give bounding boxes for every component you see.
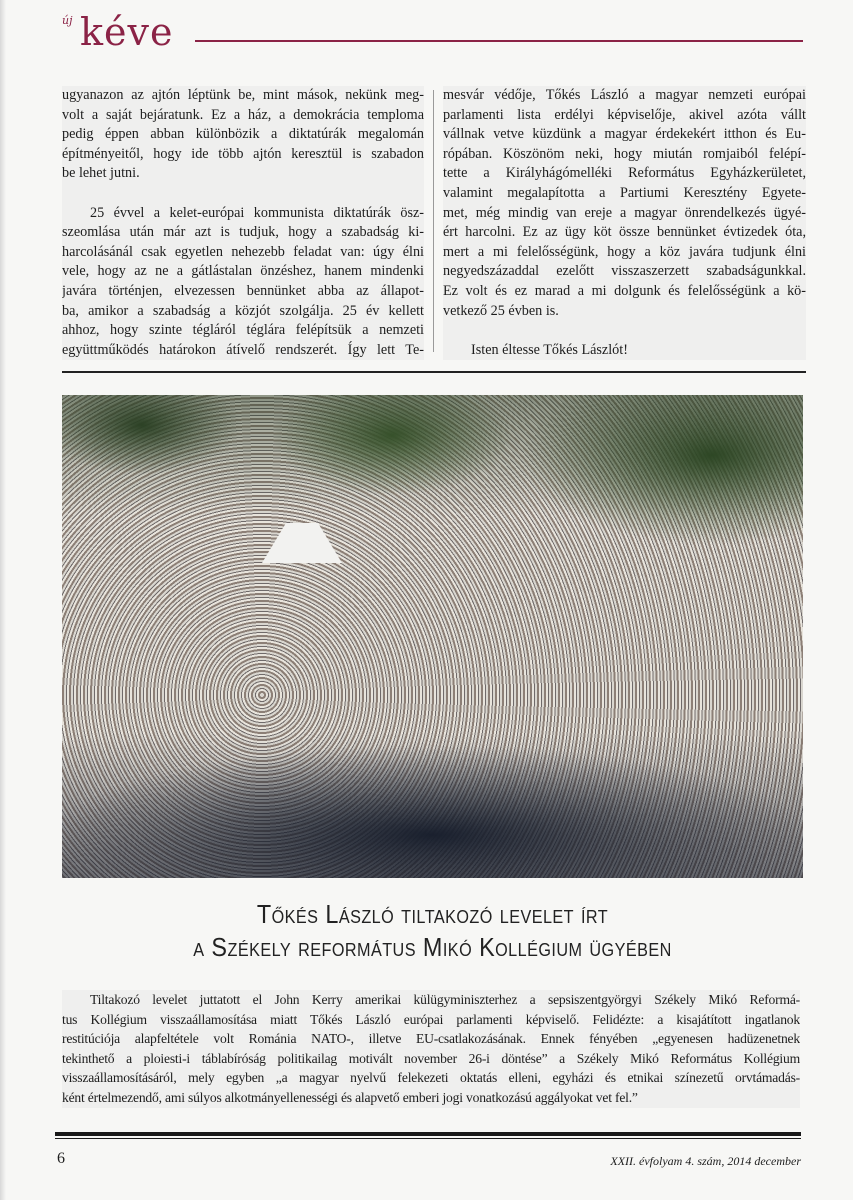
text-line: negyedszázaddal ezelőtt visszaszerzett szabadságunkkal. — [443, 263, 806, 280]
text-line: rópában. Köszönöm neki, hogy miután romjaiból felépí- — [443, 145, 806, 162]
article-title — [99, 898, 766, 964]
text-line: szeomlása után már azt is tudjuk, hogy a szabadság ki- — [62, 224, 424, 241]
text-line: mert a mi felelősségünk, hogy a köz javára tudjunk élni — [443, 243, 806, 260]
text-line: építményeitől, hogy ide több ajtón keresztül is szabadon — [62, 145, 424, 162]
text-line: ért harcolni. Ez az ügy köt össze bennünket évtizedek óta, — [443, 224, 806, 241]
header-rule — [195, 40, 803, 42]
text-line: javára történjen, elvezessen bennünket abba az állapot- — [62, 282, 424, 299]
text-line: met, még mindig van ereje a magyar önrendelkezés ügyé- — [443, 204, 806, 221]
article-title-line-1: Tőkés László tiltakozó levelet írt — [256, 899, 609, 929]
page-number: 6 — [57, 1150, 65, 1167]
paragraph-gap — [443, 321, 806, 341]
footer-rule-thin — [55, 1138, 801, 1139]
article-body-line: visszaállamosításáról, mely egyben „a magyar nyelvű felekezeti oktatás elleni, egyházi és etnikai színezetű orvtámadás- — [62, 1070, 800, 1086]
logo-title: kéve — [80, 10, 174, 54]
article-body-line: restitúciója alapfeltétele volt Románia NATO-, illetve EU-csatlakozásának. Ennek fényében „egyenesen hadüzenetnek — [62, 1031, 800, 1047]
right-text-column — [443, 86, 806, 360]
text-line: Isten éltesse Tőkés Lászlót! — [471, 341, 628, 358]
section-rule — [62, 371, 806, 373]
text-line: Ez volt és ez marad a mi dolgunk és felelősségünk a kö- — [443, 282, 806, 299]
text-line: együttműködés határokon átívelő rendszerét. Így lett Te- — [62, 341, 424, 358]
footer-rule-thick — [55, 1132, 801, 1136]
text-line: harcolásánál csak egyetlen nehezebb feladat van: úgy élni — [62, 243, 424, 260]
text-line: valamint megalapította a Partiumi Keresztény Egyete- — [443, 184, 806, 201]
text-line: mesvár védője, Tőkés László a magyar nemzeti európai — [443, 87, 806, 103]
text-line: tette a Királyhágómelléki Református Egyházkerületet, — [443, 165, 806, 182]
logo-small-text: új — [62, 14, 73, 27]
text-line: 25 évvel a kelet-európai kommunista diktatúrák ösz- — [90, 204, 424, 221]
paragraph-gap — [62, 184, 424, 204]
text-line: ba, amikor a szabadság a közjót szolgálja. 25 év kellett — [62, 302, 424, 319]
article-body-line: tekinthető a ploiesti-i táblabíróság politikailag motivált november 26-i döntése” a Székely Mikó Református Kollégium — [62, 1050, 800, 1066]
text-line: ahhoz, hogy szinte tégláról téglára felépítsük a nemzeti — [62, 322, 424, 339]
column-divider — [433, 90, 434, 352]
text-line: be lehet jutni. — [62, 165, 140, 182]
issue-info: XXII. évfolyam 4. szám, 2014 december — [610, 1154, 801, 1168]
photo-shading — [62, 395, 803, 878]
page-edge-shadow — [0, 0, 6, 1200]
article-body-line: ként értelmezendő, ami súlyos alkotmányellenességi és alapvető emberi jogi vonatkozású aggályokat vet fel.” — [62, 1089, 638, 1105]
text-line: pedig éppen abban különbözik a diktatúrák megalomán — [62, 126, 424, 143]
text-line: ugyanazon az ajtón léptünk be, mint mások, nekünk meg- — [62, 87, 424, 103]
article-body — [62, 990, 800, 1108]
text-line: parlamenti lista erdélyi képviselője, akivel azóta vállt — [443, 106, 806, 123]
article-body-line: Tiltakozó levelet juttatott el John Kerry amerikai külügyminiszterhez a sepsiszentgyörgyi Székely Mikó Reformá- — [90, 992, 800, 1007]
text-line: vállnak vetve küzdünk a magyar érdekekért itthon és Eu- — [443, 126, 806, 143]
text-line: vetkező 25 évben is. — [443, 302, 559, 319]
article-body-line: tus Kollégium visszaállamosítása miatt Tőkés László európai parlamenti képviselő. Felidézte: a kisajátított ingatlanok — [62, 1011, 800, 1027]
crowd-demonstration-photo — [62, 395, 803, 878]
text-line: volt a saját bejáratunk. Ez a ház, a demokrácia temploma — [62, 106, 424, 123]
text-line: vele, hogy az ne a gátlástalan önzéshez, hanem mindenki — [62, 263, 424, 280]
left-text-column — [62, 86, 424, 360]
article-title-line-2: a Székely református Mikó Kollégium ügyében — [193, 932, 672, 962]
